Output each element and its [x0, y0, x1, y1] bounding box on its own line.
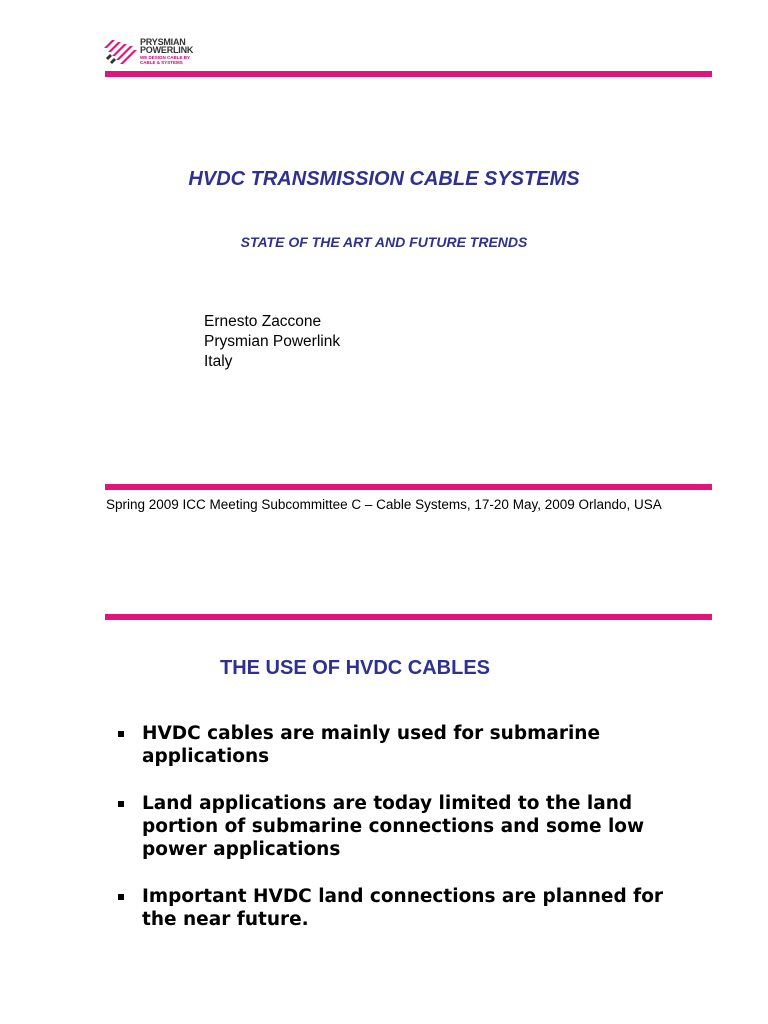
- page-subtitle: STATE OF THE ART AND FUTURE TRENDS: [240, 234, 528, 250]
- middle-divider: [105, 484, 712, 490]
- bullet-text: Important HVDC land connections are planned for the near future.: [142, 886, 664, 930]
- logo-name-line2: POWERLINK: [140, 45, 194, 55]
- square-bullet-icon: [118, 801, 124, 807]
- bullet-list: [118, 722, 678, 955]
- author-name: Ernesto Zaccone: [204, 313, 322, 330]
- logo-tagline: [140, 55, 204, 65]
- section-title: THE USE OF HVDC CABLES: [220, 657, 491, 679]
- logo-name-line1: PRYSMIAN: [140, 37, 186, 47]
- page-title: [0, 168, 768, 191]
- top-divider: [105, 71, 712, 77]
- meeting-info: Spring 2009 ICC Meeting Subcommittee C – Cable Systems, 17-20 May, 2009 Orlando, USA: [106, 497, 662, 512]
- logo-wordmark: [140, 38, 204, 54]
- square-bullet-icon: [118, 894, 124, 900]
- bullet-text: Land applications are today limited to the land portion of submarine connections and some low power applications: [142, 793, 645, 860]
- logo-tagline-line1: WE DESIGN CABLE BY: [140, 55, 191, 60]
- page-title-text: HVDC TRANSMISSION CABLE SYSTEMS: [188, 168, 580, 190]
- list-item: [118, 885, 678, 931]
- square-bullet-icon: [118, 731, 124, 737]
- prysmian-logo-mark-icon: [104, 38, 138, 68]
- author-country: Italy: [204, 353, 233, 370]
- prysmian-logo: [104, 38, 204, 68]
- list-item: [118, 722, 678, 768]
- bullet-text: HVDC cables are mainly used for submarine applications: [142, 723, 601, 767]
- list-item: [118, 792, 678, 861]
- author-company: Prysmian Powerlink: [204, 333, 341, 350]
- author-block: [204, 312, 340, 372]
- section-divider: [105, 614, 712, 620]
- logo-tagline-line2: CABLE & SYSTEMS: [140, 60, 183, 65]
